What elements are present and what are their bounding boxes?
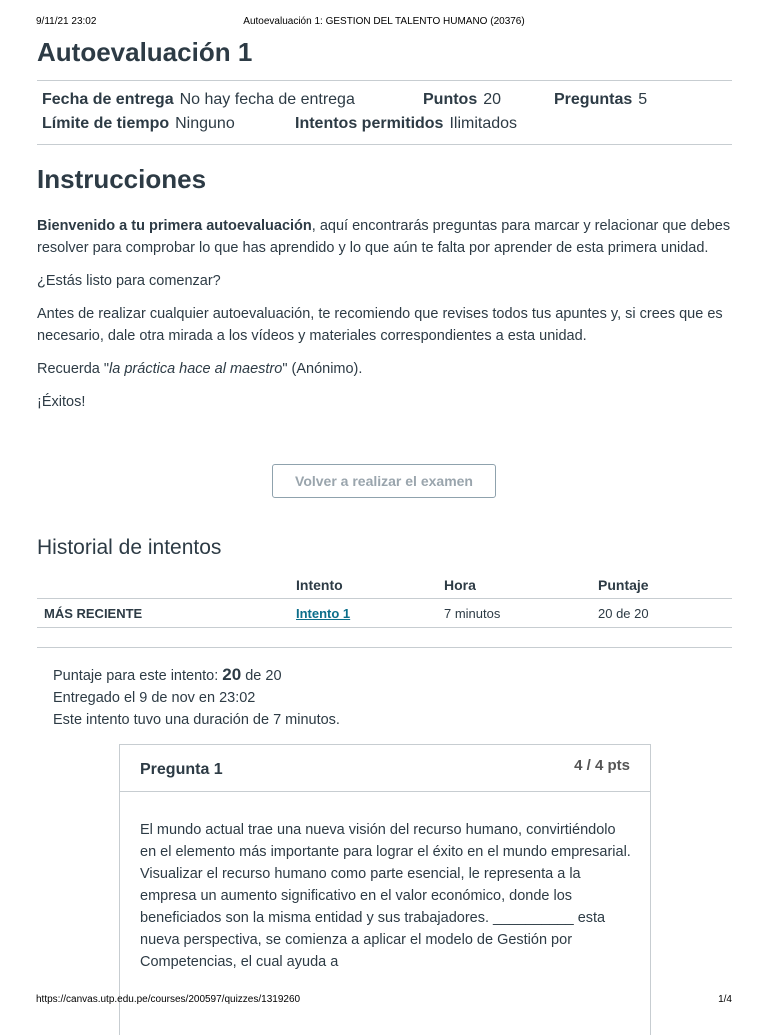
print-page-number: 1/4 — [718, 994, 732, 1005]
time-limit-label: Límite de tiempo — [42, 115, 170, 132]
due-date-label: Fecha de entrega — [42, 91, 174, 108]
attempt-summary — [53, 664, 340, 731]
attempt-link[interactable]: Intento 1 — [296, 605, 351, 621]
quote-text: la práctica hace al maestro — [109, 361, 283, 377]
quiz-questions — [554, 91, 647, 109]
question-header — [120, 745, 650, 792]
table-header-row — [37, 572, 732, 599]
print-doc-title: Autoevaluación 1: GESTION DEL TALENTO HUMANO (20376) — [243, 16, 525, 27]
due-date-value: No hay fecha de entrega — [179, 91, 355, 108]
column-header: Intento — [296, 572, 444, 599]
score-suffix: de 20 — [241, 668, 282, 684]
instructions-paragraph: Antes de realizar cualquier autoevaluación, te recomiendo que revises todos tus apuntes y, si crees que es necesario, dale otra mirada a los vídeos y materiales correspondientes a esta unidad. — [37, 306, 723, 344]
instructions-text: , aquí encontrarás preguntas para marcar y relacionar que debes resolver para comprobar lo que has aprendido y lo que aún te falta por aprender de esta primera unidad. — [37, 218, 731, 256]
points-value: 20 — [483, 91, 502, 108]
divider — [37, 647, 732, 648]
attempt-history-table — [37, 572, 732, 628]
print-header — [36, 16, 732, 30]
quiz-points — [423, 91, 501, 109]
instructions-heading: Instrucciones — [37, 164, 207, 194]
points-label: Puntos — [423, 91, 478, 108]
column-header — [37, 572, 296, 599]
instructions-body — [37, 215, 737, 424]
questions-label: Preguntas — [554, 91, 633, 108]
column-header: Puntaje — [598, 572, 732, 599]
attempt-cell — [296, 599, 444, 628]
quiz-meta-row-1 — [42, 91, 355, 109]
table-row — [37, 599, 732, 628]
divider — [37, 144, 732, 145]
question-title: Pregunta 1 — [140, 761, 223, 778]
attempts-allowed-value: Ilimitados — [449, 115, 518, 132]
quote-prefix: Recuerda " — [37, 361, 110, 377]
score-prefix: Puntaje para este intento: — [53, 668, 223, 684]
instructions-paragraph — [37, 358, 737, 380]
divider — [37, 80, 732, 81]
print-footer — [36, 994, 732, 1008]
column-header: Hora — [444, 572, 598, 599]
question-text: El mundo actual trae una nueva visión del recurso humano, convirtiéndolo en el elemento más importante para lograr el éxito en el mundo empresarial. Visualizar el recurso humano como parte esencial, le representa a la empresa un aumento significativo en el valor económico, donde los beneficiados son la misma entidad y sus trabajadores. __________ esta nueva perspectiva, se comienza a aplicar el modelo de Gestión por Competencias, el cual ayuda a — [140, 822, 631, 970]
attempt-submitted: Entregado el 9 de nov en 23:02 — [53, 690, 256, 706]
attempt-history-heading: Historial de intentos — [37, 536, 222, 559]
attempt-score — [53, 664, 340, 687]
instructions-paragraph: ¡Éxitos! — [37, 394, 86, 410]
print-date: 9/11/21 23:02 — [36, 16, 97, 27]
score-cell: 20 de 20 — [598, 599, 732, 628]
row-label: MÁS RECIENTE — [37, 599, 296, 628]
attempt-duration: Este intento tuvo una duración de 7 minutos. — [53, 712, 340, 728]
quiz-attempts-allowed — [295, 115, 517, 133]
due-date — [42, 91, 355, 108]
instructions-paragraph: ¿Estás listo para comenzar? — [37, 273, 221, 289]
retake-quiz-button[interactable]: Volver a realizar el examen — [272, 464, 496, 498]
question-card — [119, 744, 651, 1035]
time-limit-value: Ninguno — [175, 115, 235, 132]
instructions-paragraph — [37, 215, 737, 259]
attempts-allowed-label: Intentos permitidos — [295, 115, 444, 132]
questions-value: 5 — [638, 91, 648, 108]
question-points: 4 / 4 pts — [574, 757, 630, 774]
time-cell: 7 minutos — [444, 599, 598, 628]
instructions-welcome: Bienvenido a tu primera autoevaluación — [37, 218, 312, 234]
page-title: Autoevaluación 1 — [37, 37, 253, 67]
quote-suffix: " (Anónimo). — [282, 361, 363, 377]
score-value: 20 — [222, 665, 242, 684]
print-url: https://canvas.utp.edu.pe/courses/200597/quizzes/1319260 — [36, 994, 301, 1005]
quiz-time-limit — [42, 115, 235, 133]
